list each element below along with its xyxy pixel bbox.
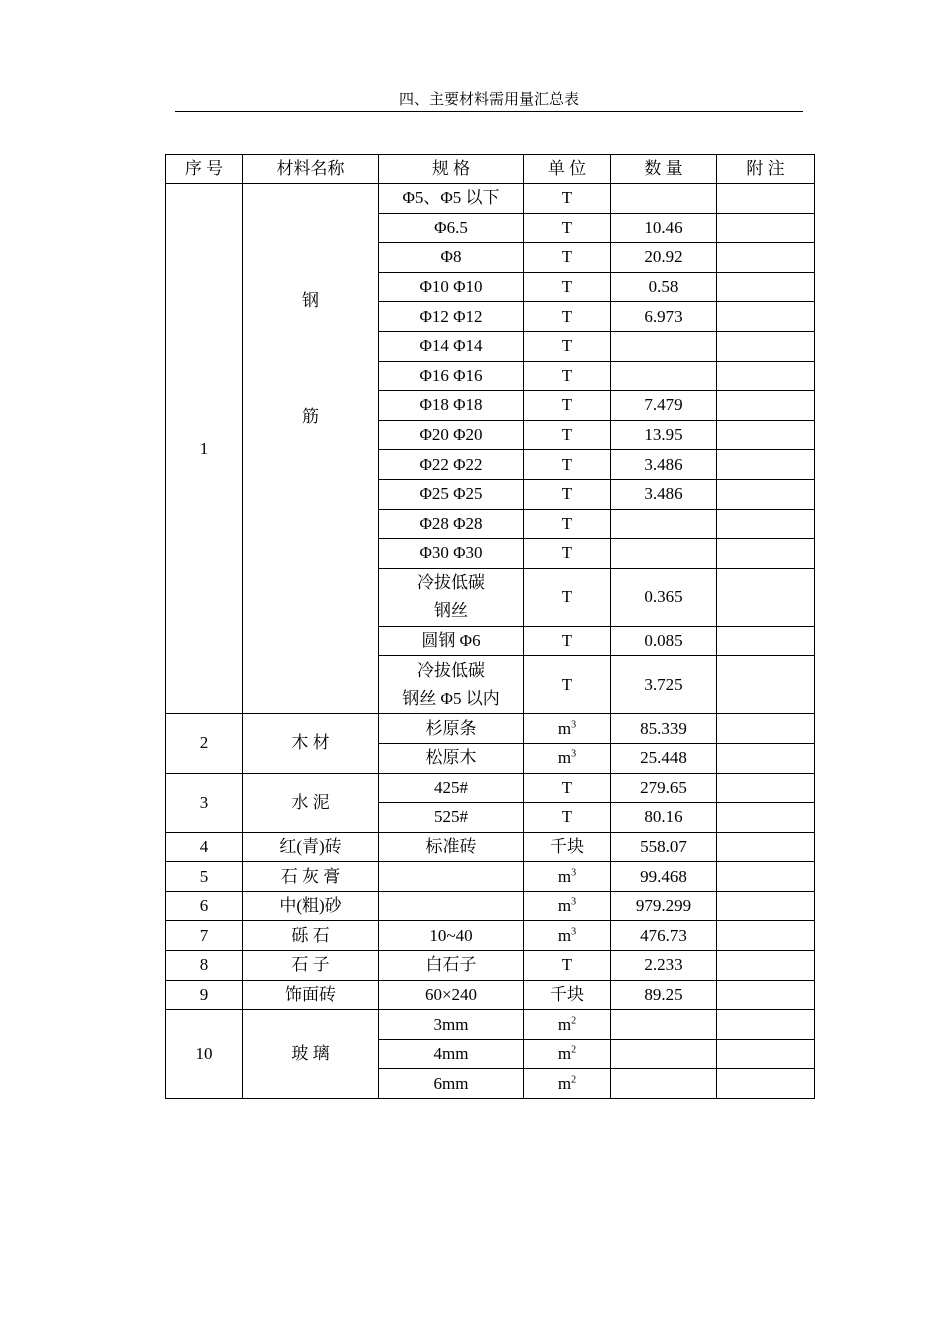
spec: 525# — [379, 803, 524, 833]
qty: 89.25 — [611, 980, 717, 1010]
row-no: 1 — [166, 184, 243, 714]
note — [717, 656, 815, 714]
unit-base: m — [557, 896, 572, 916]
qty: 3.725 — [611, 656, 717, 714]
unit-base: m — [557, 1073, 572, 1093]
note — [717, 479, 815, 509]
header-row — [166, 155, 815, 184]
spec: Φ28 Φ28 — [379, 509, 524, 539]
unit: T — [524, 479, 611, 509]
qty — [611, 361, 717, 391]
note — [717, 331, 815, 361]
spec: Φ10 Φ10 — [379, 272, 524, 302]
qty: 6.973 — [611, 302, 717, 332]
header-no: 序 号 — [166, 155, 243, 184]
unit: T — [524, 361, 611, 391]
spec — [379, 862, 524, 892]
note — [717, 773, 815, 803]
material-name: 饰面砖 — [243, 980, 379, 1010]
materials-table — [165, 154, 815, 1099]
unit: T — [524, 213, 611, 243]
qty: 25.448 — [611, 743, 717, 773]
note — [717, 1069, 815, 1099]
unit: T — [524, 626, 611, 656]
material-name: 石 子 — [243, 951, 379, 981]
note — [717, 891, 815, 921]
header-qty: 数 量 — [611, 155, 717, 184]
spec: 425# — [379, 773, 524, 803]
qty — [611, 331, 717, 361]
row-no: 3 — [166, 773, 243, 832]
table-row — [166, 184, 815, 214]
note — [717, 539, 815, 569]
unit-exponent: 3 — [571, 926, 577, 938]
spec: 60×240 — [379, 980, 524, 1010]
unit: T — [524, 773, 611, 803]
qty: 979.299 — [611, 891, 717, 921]
unit: T — [524, 509, 611, 539]
note — [717, 243, 815, 273]
qty: 80.16 — [611, 803, 717, 833]
note — [717, 862, 815, 892]
unit-exponent: 2 — [571, 1014, 577, 1026]
note — [717, 184, 815, 214]
note — [717, 980, 815, 1010]
note — [717, 743, 815, 773]
spec-line: 钢丝 Φ5 以内 — [402, 688, 500, 708]
note — [717, 1039, 815, 1069]
material-name: 玻 璃 — [243, 1010, 379, 1099]
qty — [611, 184, 717, 214]
qty: 0.365 — [611, 568, 717, 626]
unit-exponent: 3 — [571, 896, 577, 908]
unit: T — [524, 331, 611, 361]
material-name-bottom: 筋 — [302, 406, 319, 426]
qty: 13.95 — [611, 420, 717, 450]
spec: Φ14 Φ14 — [379, 331, 524, 361]
spec-line: 冷拔低碳 — [417, 660, 485, 680]
spec: Φ16 Φ16 — [379, 361, 524, 391]
qty — [611, 1069, 717, 1099]
material-name: 红(青)砖 — [243, 832, 379, 862]
unit — [524, 862, 611, 892]
material-name-top: 钢 — [302, 290, 319, 310]
qty: 2.233 — [611, 951, 717, 981]
spec: Φ12 Φ12 — [379, 302, 524, 332]
spec: Φ5、Φ5 以下 — [379, 184, 524, 214]
note — [717, 626, 815, 656]
qty: 10.46 — [611, 213, 717, 243]
note — [717, 803, 815, 833]
unit: T — [524, 243, 611, 273]
spec: 6mm — [379, 1069, 524, 1099]
table-row — [166, 1010, 815, 1040]
name-spacer — [243, 311, 378, 407]
material-name: 砾 石 — [243, 921, 379, 951]
spec: Φ8 — [379, 243, 524, 273]
spec: Φ18 Φ18 — [379, 391, 524, 421]
note — [717, 450, 815, 480]
material-name: 石 灰 膏 — [243, 862, 379, 892]
note — [717, 391, 815, 421]
unit — [524, 743, 611, 773]
qty: 0.085 — [611, 626, 717, 656]
unit — [524, 1010, 611, 1040]
row-no: 7 — [166, 921, 243, 951]
material-name — [243, 184, 379, 714]
table-row — [166, 980, 815, 1010]
qty: 3.486 — [611, 479, 717, 509]
spec: Φ22 Φ22 — [379, 450, 524, 480]
spec-line: 冷拔低碳 — [417, 573, 485, 593]
page-title: 四、主要材料需用量汇总表 — [398, 92, 579, 108]
qty — [611, 539, 717, 569]
table-row — [166, 714, 815, 744]
qty: 279.65 — [611, 773, 717, 803]
unit: T — [524, 391, 611, 421]
spec: 松原木 — [379, 743, 524, 773]
row-no: 6 — [166, 891, 243, 921]
row-no: 2 — [166, 714, 243, 773]
material-name: 水 泥 — [243, 773, 379, 832]
unit: T — [524, 568, 611, 626]
unit: T — [524, 656, 611, 714]
spec: 圆钢 Φ6 — [379, 626, 524, 656]
table-row — [166, 951, 815, 981]
spec: 标准砖 — [379, 832, 524, 862]
unit-base: m — [557, 718, 572, 738]
spec: 3mm — [379, 1010, 524, 1040]
spec-line: 钢丝 — [434, 601, 468, 621]
unit: T — [524, 951, 611, 981]
unit: 千块 — [524, 980, 611, 1010]
unit — [524, 891, 611, 921]
material-name: 中(粗)砂 — [243, 891, 379, 921]
spec — [379, 656, 524, 714]
unit — [524, 1039, 611, 1069]
row-no: 9 — [166, 980, 243, 1010]
spec: Φ25 Φ25 — [379, 479, 524, 509]
qty — [611, 509, 717, 539]
table-row — [166, 832, 815, 862]
spec: 杉原条 — [379, 714, 524, 744]
unit-base: m — [557, 925, 572, 945]
unit-exponent: 3 — [571, 866, 577, 878]
spec — [379, 891, 524, 921]
note — [717, 302, 815, 332]
spec — [379, 568, 524, 626]
unit-base: m — [557, 866, 572, 886]
qty: 0.58 — [611, 272, 717, 302]
table-row — [166, 921, 815, 951]
table-row — [166, 891, 815, 921]
unit: T — [524, 803, 611, 833]
spec: Φ6.5 — [379, 213, 524, 243]
row-no: 5 — [166, 862, 243, 892]
note — [717, 420, 815, 450]
name-spacer — [243, 427, 378, 607]
unit: T — [524, 420, 611, 450]
unit: T — [524, 302, 611, 332]
unit — [524, 1069, 611, 1099]
unit: 千块 — [524, 832, 611, 862]
header-spec: 规 格 — [379, 155, 524, 184]
row-no: 4 — [166, 832, 243, 862]
unit: T — [524, 450, 611, 480]
qty: 99.468 — [611, 862, 717, 892]
unit: T — [524, 539, 611, 569]
qty: 20.92 — [611, 243, 717, 273]
qty: 7.479 — [611, 391, 717, 421]
unit-exponent: 2 — [571, 1044, 577, 1056]
note — [717, 509, 815, 539]
qty: 558.07 — [611, 832, 717, 862]
spec: 10~40 — [379, 921, 524, 951]
qty: 3.486 — [611, 450, 717, 480]
unit-exponent: 3 — [571, 718, 577, 730]
spec: 4mm — [379, 1039, 524, 1069]
qty — [611, 1010, 717, 1040]
unit-exponent: 3 — [571, 748, 577, 760]
table-row — [166, 862, 815, 892]
spec: Φ30 Φ30 — [379, 539, 524, 569]
qty — [611, 1039, 717, 1069]
unit-base: m — [557, 748, 572, 768]
note — [717, 568, 815, 626]
unit: T — [524, 184, 611, 214]
header-name: 材料名称 — [243, 155, 379, 184]
qty: 476.73 — [611, 921, 717, 951]
unit-base: m — [557, 1014, 572, 1034]
unit-base: m — [557, 1044, 572, 1064]
material-name: 木 材 — [243, 714, 379, 773]
note — [717, 714, 815, 744]
note — [717, 832, 815, 862]
qty: 85.339 — [611, 714, 717, 744]
unit — [524, 921, 611, 951]
note — [717, 921, 815, 951]
title-rule — [175, 111, 803, 112]
unit: T — [524, 272, 611, 302]
note — [717, 1010, 815, 1040]
spec: Φ20 Φ20 — [379, 420, 524, 450]
header-unit: 单 位 — [524, 155, 611, 184]
note — [717, 213, 815, 243]
unit — [524, 714, 611, 744]
header-note: 附 注 — [717, 155, 815, 184]
note — [717, 361, 815, 391]
note — [717, 272, 815, 302]
unit-exponent: 2 — [571, 1074, 577, 1086]
table-row — [166, 773, 815, 803]
row-no: 10 — [166, 1010, 243, 1099]
spec: 白石子 — [379, 951, 524, 981]
note — [717, 951, 815, 981]
row-no: 8 — [166, 951, 243, 981]
